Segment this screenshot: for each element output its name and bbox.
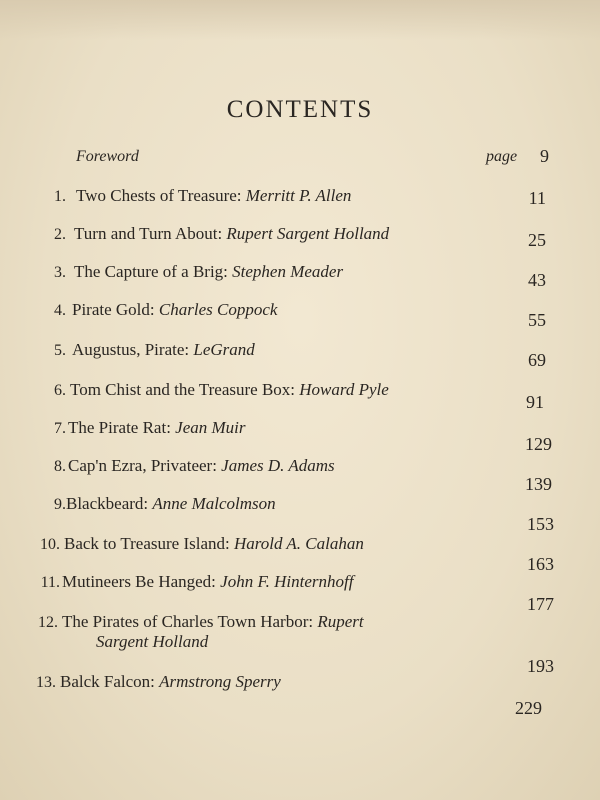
toc-entry-5 <box>0 340 600 368</box>
toc-entry-4 <box>0 300 600 328</box>
entry-text <box>74 224 389 244</box>
entry-title: Blackbeard: <box>66 494 149 513</box>
entry-page: 153 <box>527 514 554 534</box>
entry-page: 55 <box>528 310 546 330</box>
entry-title: Tom Chist and the Treasure Box: <box>70 380 296 399</box>
entry-title: Back to Treasure Island: <box>64 534 230 553</box>
entry-title: Turn and Turn About: <box>74 224 223 243</box>
entry-text <box>72 300 277 320</box>
toc-entry-11 <box>0 572 600 614</box>
entry-number: 9. <box>54 496 66 513</box>
entry-author: Harold A. Calahan <box>233 534 364 553</box>
entry-author-continued: Sargent Holland <box>96 632 209 651</box>
toc-entry-12 <box>0 612 600 676</box>
entry-page: 163 <box>527 554 554 574</box>
toc-entry-1 <box>0 186 600 214</box>
toc-entry-9 <box>0 494 600 534</box>
entry-page: 129 <box>525 434 552 454</box>
entry-text <box>76 186 351 206</box>
entry-number: 4. <box>54 302 66 319</box>
entry-author: John F. Hinternhoff <box>220 572 354 591</box>
entry-number: 2. <box>54 226 66 243</box>
entry-author: Rupert <box>317 612 364 631</box>
entry-number: 10. <box>40 536 60 553</box>
entry-text <box>62 572 353 592</box>
entry-number: 7. <box>54 420 66 437</box>
entry-number: 8. <box>54 458 66 475</box>
toc-entry-2 <box>0 224 600 252</box>
entry-title: The Capture of a Brig: <box>74 262 228 281</box>
entry-title: Balck Falcon: <box>60 672 155 691</box>
entry-page: 177 <box>527 594 554 614</box>
toc-entry-3 <box>0 262 600 290</box>
entry-title: The Pirate Rat: <box>68 418 171 437</box>
entry-title: Two Chests of Treasure: <box>76 186 242 205</box>
toc-entry-6 <box>0 380 600 412</box>
entry-author: Jean Muir <box>175 418 246 437</box>
toc-entry-13 <box>0 672 600 718</box>
entry-number: 12. <box>38 614 58 631</box>
page-label: page <box>486 148 518 165</box>
toc-entry-8 <box>0 456 600 494</box>
entry-title: Cap'n Ezra, Privateer: <box>68 456 217 475</box>
entry-text <box>68 418 246 438</box>
entry-number: 11. <box>40 574 60 591</box>
foreword-page: 9 <box>540 146 549 166</box>
entry-author: James D. Adams <box>221 456 335 475</box>
entry-number: 3. <box>54 264 66 281</box>
entry-author: Armstrong Sperry <box>159 672 281 691</box>
entry-page: 229 <box>515 698 542 718</box>
entry-text <box>66 494 276 514</box>
entry-page: 193 <box>527 656 554 676</box>
entry-title: Augustus, Pirate: <box>72 340 190 359</box>
entry-title: Pirate Gold: <box>72 300 155 319</box>
entry-page: 25 <box>528 230 546 250</box>
entry-text <box>60 672 281 692</box>
entry-text <box>74 262 343 282</box>
entry-text <box>72 340 255 360</box>
entry-title: Mutineers Be Hanged: <box>62 572 216 591</box>
entry-page: 91 <box>526 392 544 412</box>
entry-author: Anne Malcolmson <box>152 494 276 513</box>
entry-number: 6. <box>54 382 66 399</box>
entry-number: 1. <box>54 188 66 205</box>
entry-text <box>70 380 389 400</box>
entry-number: 5. <box>54 342 66 359</box>
entry-text <box>68 456 335 476</box>
entry-text <box>62 612 364 632</box>
entry-page: 11 <box>528 188 546 208</box>
foreword-label: Foreword <box>76 148 139 165</box>
entry-title: The Pirates of Charles Town Harbor: <box>62 612 314 631</box>
entry-author: LeGrand <box>193 340 255 359</box>
toc-entry-10 <box>0 534 600 574</box>
entry-author: Merritt P. Allen <box>245 186 352 205</box>
entry-page: 139 <box>525 474 552 494</box>
entry-author: Charles Coppock <box>158 300 278 319</box>
entry-author: Howard Pyle <box>299 380 389 399</box>
contents-heading: CONTENTS <box>226 96 374 123</box>
entry-page: 69 <box>528 350 546 370</box>
entry-page: 43 <box>528 270 546 290</box>
entry-author: Stephen Meader <box>232 262 344 281</box>
toc-entry-7 <box>0 418 600 454</box>
page-shadow <box>0 0 600 40</box>
entry-number: 13. <box>36 674 56 691</box>
entry-text <box>64 534 364 554</box>
entry-author: Rupert Sargent Holland <box>226 224 390 243</box>
